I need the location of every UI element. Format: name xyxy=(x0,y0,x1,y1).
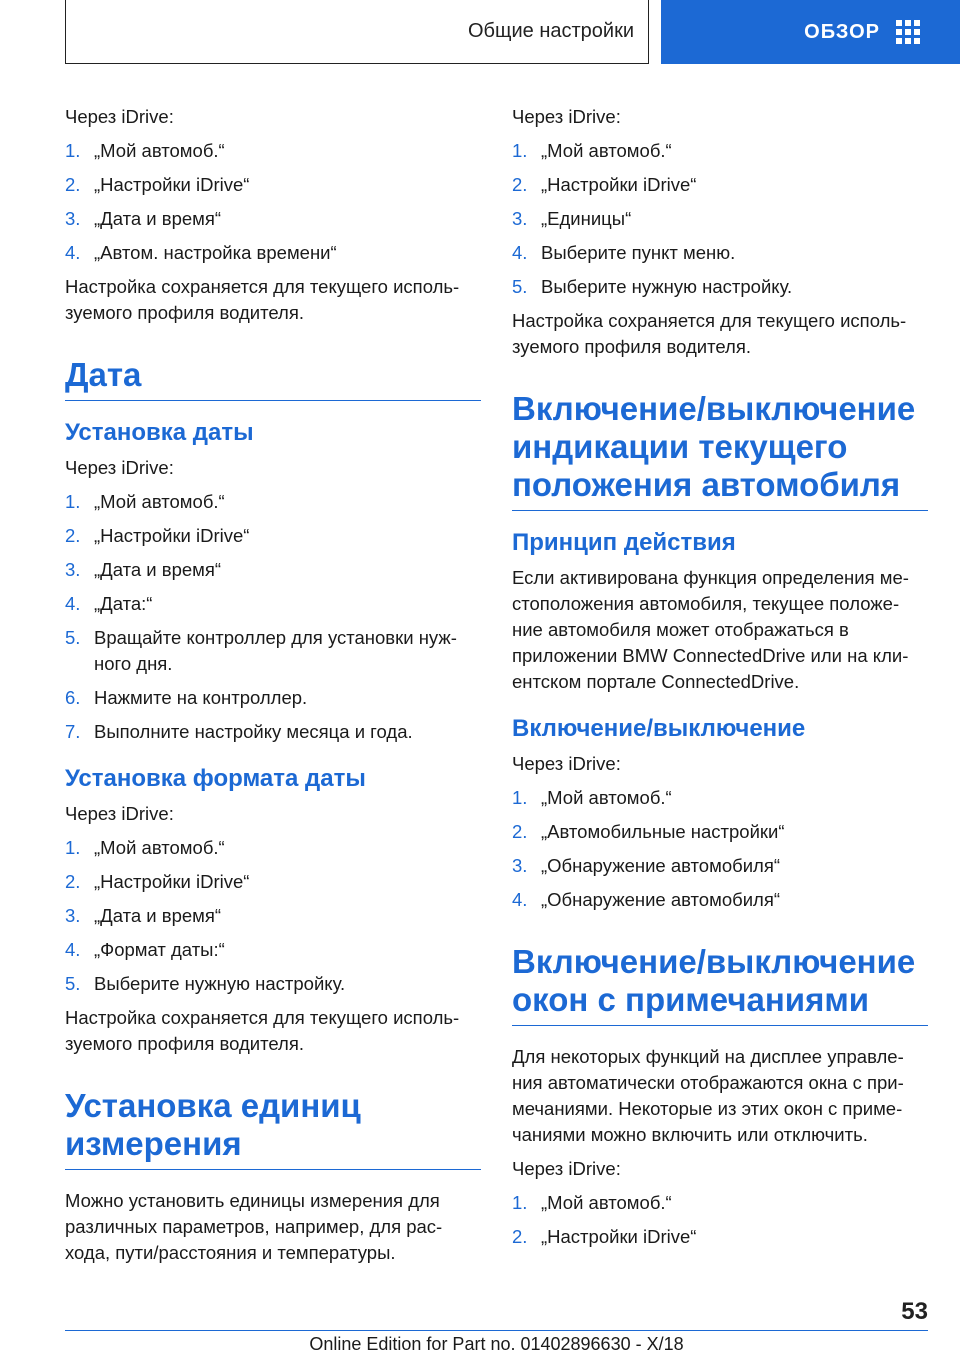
list-item-text: „Дата:“ xyxy=(94,593,153,614)
overview-tab[interactable] xyxy=(661,0,960,64)
list-item-number: 2. xyxy=(512,1226,528,1247)
list-item-text: „Дата и время“ xyxy=(94,208,222,229)
principle-text: Если активирована функция определения ме-стоположения автомобиля, текущее положе-ние автомобиля может отображаться в приложении BMW ConnectedDrive или на кли-ентском портале ConnectedDrive. xyxy=(512,567,909,692)
intro-text: Через iDrive: xyxy=(65,803,174,824)
steps-list xyxy=(65,138,481,266)
list-item-number: 1. xyxy=(512,140,528,161)
list-item-number: 3. xyxy=(512,208,528,229)
units-text: Можно установить единицы измерения для различных параметров, например, для рас-хода, пути/расстояния и температуры. xyxy=(65,1190,443,1263)
note-text: Настройка сохраняется для текущего исполь-зуемого профиля водителя. xyxy=(65,1007,460,1054)
list-item-text: „Автом. настройка времени“ xyxy=(94,242,337,263)
page-number: 53 xyxy=(901,1298,928,1325)
list-item xyxy=(512,206,928,232)
list-item xyxy=(65,937,481,963)
list-item xyxy=(512,172,928,198)
heading-date-format: Установка формата даты xyxy=(65,765,366,792)
heading-vehicle-position: Включение/выключение индикации текущего положения автомобиля xyxy=(512,390,928,511)
list-item xyxy=(512,138,928,164)
list-item-number: 6. xyxy=(65,687,81,708)
list-item-number: 4. xyxy=(65,593,81,614)
steps-list xyxy=(512,785,928,913)
list-item xyxy=(65,685,481,711)
heading-principle: Принцип действия xyxy=(512,529,736,556)
list-item-text: „Мой автомоб.“ xyxy=(94,491,225,512)
list-item xyxy=(512,887,928,913)
list-item-number: 4. xyxy=(512,242,528,263)
list-item-number: 7. xyxy=(65,721,81,742)
list-item xyxy=(65,172,481,198)
list-item-number: 5. xyxy=(65,973,81,994)
heading-on-off: Включение/выключение xyxy=(512,715,806,742)
list-item-text: Выберите нужную настройку. xyxy=(541,276,793,297)
intro-text: Через iDrive: xyxy=(512,753,621,774)
list-item-number: 3. xyxy=(512,855,528,876)
list-item xyxy=(65,557,481,583)
list-item-text: „Настройки iDrive“ xyxy=(94,174,250,195)
intro-text: Через iDrive: xyxy=(512,106,621,127)
list-item-number: 2. xyxy=(65,525,81,546)
list-item-text: Выполните настройку месяца и года. xyxy=(94,721,413,742)
list-item xyxy=(65,835,481,861)
list-item-number: 3. xyxy=(65,208,81,229)
list-item xyxy=(65,903,481,929)
list-item-number: 1. xyxy=(65,140,81,161)
list-item-number: 1. xyxy=(512,787,528,808)
hints-text: Для некоторых функций на дисплее управле-ния автоматически отображаются окна с при-мечаниями. Некоторые из этих окон с приме-чаниями можно включить или отключить. xyxy=(512,1046,904,1145)
header-section-title: Общие настройки xyxy=(468,20,634,42)
list-item xyxy=(65,240,481,266)
note-text: Настройка сохраняется для текущего исполь-зуемого профиля водителя. xyxy=(512,310,907,357)
list-item-number: 2. xyxy=(65,871,81,892)
list-item xyxy=(65,719,481,745)
list-item-text: „Дата и время“ xyxy=(94,905,222,926)
list-item-number: 2. xyxy=(65,174,81,195)
heading-units: Установка единиц измерения xyxy=(65,1087,481,1170)
list-item-text: „Обнаружение автомобиля“ xyxy=(541,855,781,876)
list-item-text: „Мой автомоб.“ xyxy=(541,1192,672,1213)
list-item xyxy=(65,138,481,164)
list-item-number: 2. xyxy=(512,174,528,195)
right-column xyxy=(512,104,928,1258)
intro-text: Через iDrive: xyxy=(65,106,174,127)
list-item-text: Выберите нужную настройку. xyxy=(94,973,346,994)
list-item-text: „Мой автомоб.“ xyxy=(541,787,672,808)
heading-date: Дата xyxy=(65,356,481,401)
list-item-number: 1. xyxy=(512,1192,528,1213)
steps-list xyxy=(512,1190,928,1250)
list-item-text: „Мой автомоб.“ xyxy=(541,140,672,161)
list-item-text: „Настройки iDrive“ xyxy=(94,525,250,546)
list-item-text: Выберите пункт меню. xyxy=(541,242,736,263)
list-item xyxy=(65,869,481,895)
footer-divider xyxy=(65,1330,928,1331)
list-item-number: 1. xyxy=(65,837,81,858)
header-section-box xyxy=(65,0,649,64)
heading-hint-windows: Включение/выключение окон с примечаниями xyxy=(512,943,928,1026)
list-item-number: 4. xyxy=(65,242,81,263)
list-item xyxy=(512,819,928,845)
list-item-text: „Мой автомоб.“ xyxy=(94,837,225,858)
list-item-number: 1. xyxy=(65,491,81,512)
list-item-number: 3. xyxy=(65,559,81,580)
list-item xyxy=(512,853,928,879)
left-column xyxy=(65,104,481,1266)
list-item xyxy=(65,489,481,515)
intro-text: Через iDrive: xyxy=(512,1158,621,1179)
intro-text: Через iDrive: xyxy=(65,457,174,478)
list-item xyxy=(512,785,928,811)
list-item xyxy=(512,1190,928,1216)
list-item-number: 3. xyxy=(65,905,81,926)
steps-list xyxy=(65,835,481,997)
list-item-text: „Обнаружение автомобиля“ xyxy=(541,889,781,910)
list-item xyxy=(65,971,481,997)
list-item-text: Нажмите на контроллер. xyxy=(94,687,308,708)
list-item-text: „Дата и время“ xyxy=(94,559,222,580)
list-item xyxy=(65,625,481,677)
heading-set-date: Установка даты xyxy=(65,419,254,446)
list-item-text: „Единицы“ xyxy=(541,208,632,229)
list-item-text: „Настройки iDrive“ xyxy=(541,174,697,195)
list-item-number: 5. xyxy=(512,276,528,297)
list-item-text: „Автомобильные настройки“ xyxy=(541,821,785,842)
grid-menu-icon xyxy=(896,20,920,44)
list-item-text: Вращайте контроллер для установки нуж-ного дня. xyxy=(94,627,457,674)
list-item xyxy=(65,591,481,617)
footer-edition: Online Edition for Part no. 01402896630 - X/18 xyxy=(309,1334,684,1354)
list-item-number: 5. xyxy=(65,627,81,648)
list-item xyxy=(65,523,481,549)
steps-list xyxy=(65,489,481,745)
list-item-number: 4. xyxy=(65,939,81,960)
list-item-number: 2. xyxy=(512,821,528,842)
list-item-text: „Настройки iDrive“ xyxy=(541,1226,697,1247)
overview-tab-label: ОБЗОР xyxy=(804,20,880,43)
note-text: Настройка сохраняется для текущего исполь-зуемого профиля водителя. xyxy=(65,276,460,323)
list-item-text: „Формат даты:“ xyxy=(94,939,225,960)
list-item xyxy=(512,240,928,266)
steps-list xyxy=(512,138,928,300)
list-item-text: „Настройки iDrive“ xyxy=(94,871,250,892)
list-item-text: „Мой автомоб.“ xyxy=(94,140,225,161)
list-item xyxy=(512,274,928,300)
list-item-number: 4. xyxy=(512,889,528,910)
list-item xyxy=(65,206,481,232)
list-item xyxy=(512,1224,928,1250)
